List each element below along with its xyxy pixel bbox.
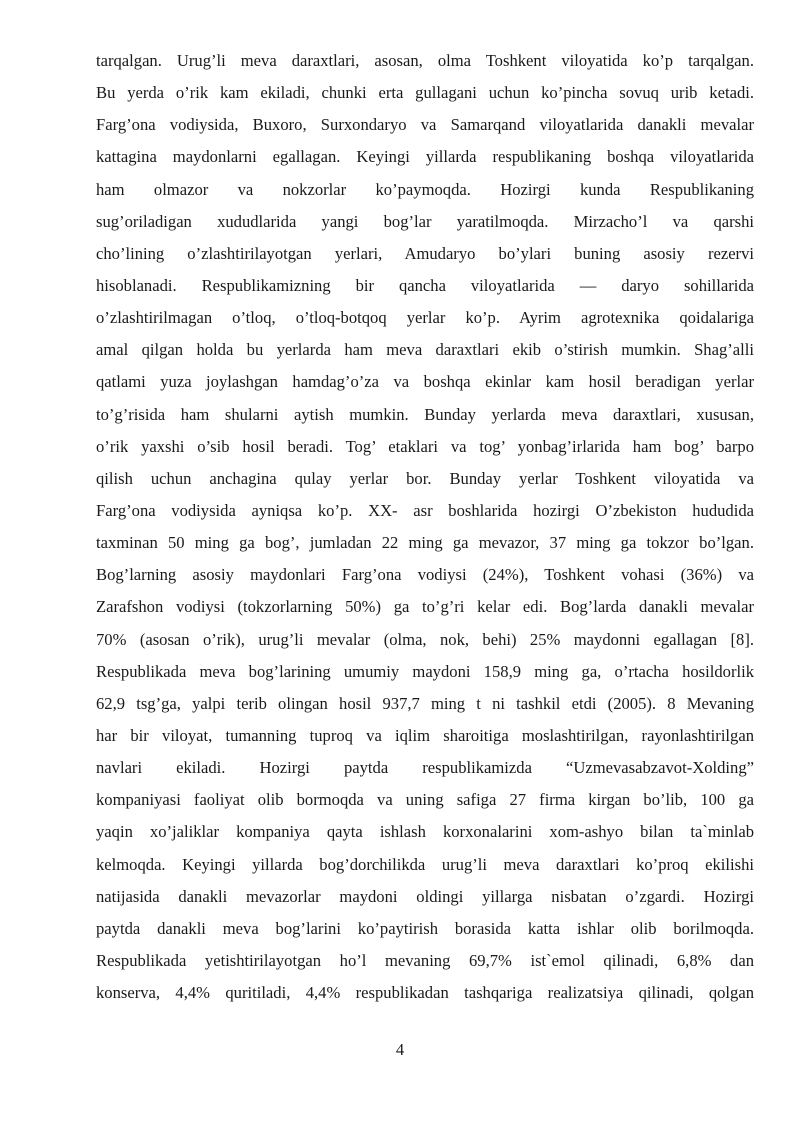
text-line: yaqin xo’jaliklar kompaniya qayta ishlash korxonalarini xom-ashyo bilan ta`minlab bbox=[96, 822, 754, 842]
text-line: paytda danakli meva bog’larini ko’paytirish borasida katta ishlar olib borilmoqda. bbox=[96, 918, 754, 938]
text-line: cho’lining o’zlashtirilayotgan yerlari, Amudaryo bo’ylari buning asosiy rezervi bbox=[96, 243, 754, 263]
text-line: qatlami yuza joylashgan hamdag’o’za va boshqa ekinlar kam hosil beradigan yerlar bbox=[96, 372, 754, 392]
text-line: hisoblanadi. Respublikamizning bir qancha viloyatlarida — daryo sohillarida bbox=[96, 275, 754, 295]
text-line: konserva, 4,4% quritiladi, 4,4% respublikadan tashqariga realizatsiya qilinadi, qolgan bbox=[96, 983, 754, 1003]
text-line: Respublikada yetishtirilayotgan ho’l mevaning 69,7% ist`emol qilinadi, 6,8% dan bbox=[96, 950, 754, 970]
text-line: kelmoqda. Keyingi yillarda bog’dorchilikda urug’li meva daraxtlari ko’proq ekilishi bbox=[96, 854, 754, 874]
text-line: Farg’ona vodiysida, Buxoro, Surxondaryo va Samarqand viloyatlarida danakli mevalar bbox=[96, 115, 754, 135]
text-line: Respublikada meva bog’larining umumiy maydoni 158,9 ming ga, o’rtacha hosildorlik bbox=[96, 661, 754, 681]
text-line: navlari ekiladi. Hozirgi paytda respublikamizda “Uzmevasabzavot-Xolding” bbox=[96, 758, 754, 778]
text-line: natijasida danakli mevazorlar maydoni oldingi yillarga nisbatan o’zgardi. Hozirgi bbox=[96, 886, 754, 906]
text-line: Bog’larning asosiy maydonlari Farg’ona vodiysi (24%), Toshkent vohasi (36%) va bbox=[96, 565, 754, 585]
text-line: har bir viloyat, tumanning tuproq va iqlim sharoitiga moslashtirilgan, rayonlashtirilgan bbox=[96, 725, 754, 745]
text-line: kattagina maydonlarni egallagan. Keyingi yillarda respublikaning boshqa viloyatlarida bbox=[96, 147, 754, 167]
text-line: sug’oriladigan xududlarida yangi bog’lar yaratilmoqda. Mirzacho’l va qarshi bbox=[96, 211, 754, 231]
text-line: Farg’ona vodiysida ayniqsa ko’p. XX- asr boshlarida hozirgi O’zbekiston hududida bbox=[96, 500, 754, 520]
text-line: o’rik yaxshi o’sib hosil beradi. Tog’ etaklari va tog’ yonbag’irlarida ham bog’ barpo bbox=[96, 436, 754, 456]
text-line: amal qilgan holda bu yerlarda ham meva daraxtlari ekib o’stirish mumkin. Shag’alli bbox=[96, 340, 754, 360]
text-line: qilish uchun anchagina qulay yerlar bor. Bunday yerlar Toshkent viloyatida va bbox=[96, 468, 754, 488]
page-number: 4 bbox=[395, 1040, 405, 1059]
text-line: Zarafshon vodiysi (tokzorlarning 50%) ga to’g’ri kelar edi. Bog’larda danakli mevalar bbox=[96, 597, 754, 617]
text-line: o’zlashtirilmagan o’tloq, o’tloq-botqoq yerlar ko’p. Ayrim agrotexnika qoidalariga bbox=[96, 308, 754, 328]
text-line: taxminan 50 ming ga bog’, jumladan 22 ming ga mevazor, 37 ming ga tokzor bo’lgan. bbox=[96, 533, 754, 553]
text-line: 62,9 tsg’ga, yalpi terib olingan hosil 937,7 ming t ni tashkil etdi (2005). 8 Mevaning bbox=[96, 693, 754, 713]
text-line: kompaniyasi faoliyat olib bormoqda va uning safiga 27 firma kirgan bo’lib, 100 ga bbox=[96, 790, 754, 810]
text-line: tarqalgan. Urug’li meva daraxtlari, asosan, olma Toshkent viloyatida ko’p tarqalgan. bbox=[96, 51, 754, 70]
text-line: ham olmazor va nokzorlar ko’paymoqda. Hozirgi kunda Respublikaning bbox=[96, 179, 754, 199]
text-line: to’g’risida ham shularni aytish mumkin. Bunday yerlarda meva daraxtlari, xususan, bbox=[96, 404, 754, 424]
text-line: Bu yerda o’rik kam ekiladi, chunki erta gullagani uchun ko’pincha sovuq urib ketadi. bbox=[96, 83, 754, 103]
text-line: 70% (asosan o’rik), urug’li mevalar (olma, nok, behi) 25% maydonni egallagan [8]. bbox=[96, 629, 754, 649]
body-text bbox=[96, 45, 754, 1009]
